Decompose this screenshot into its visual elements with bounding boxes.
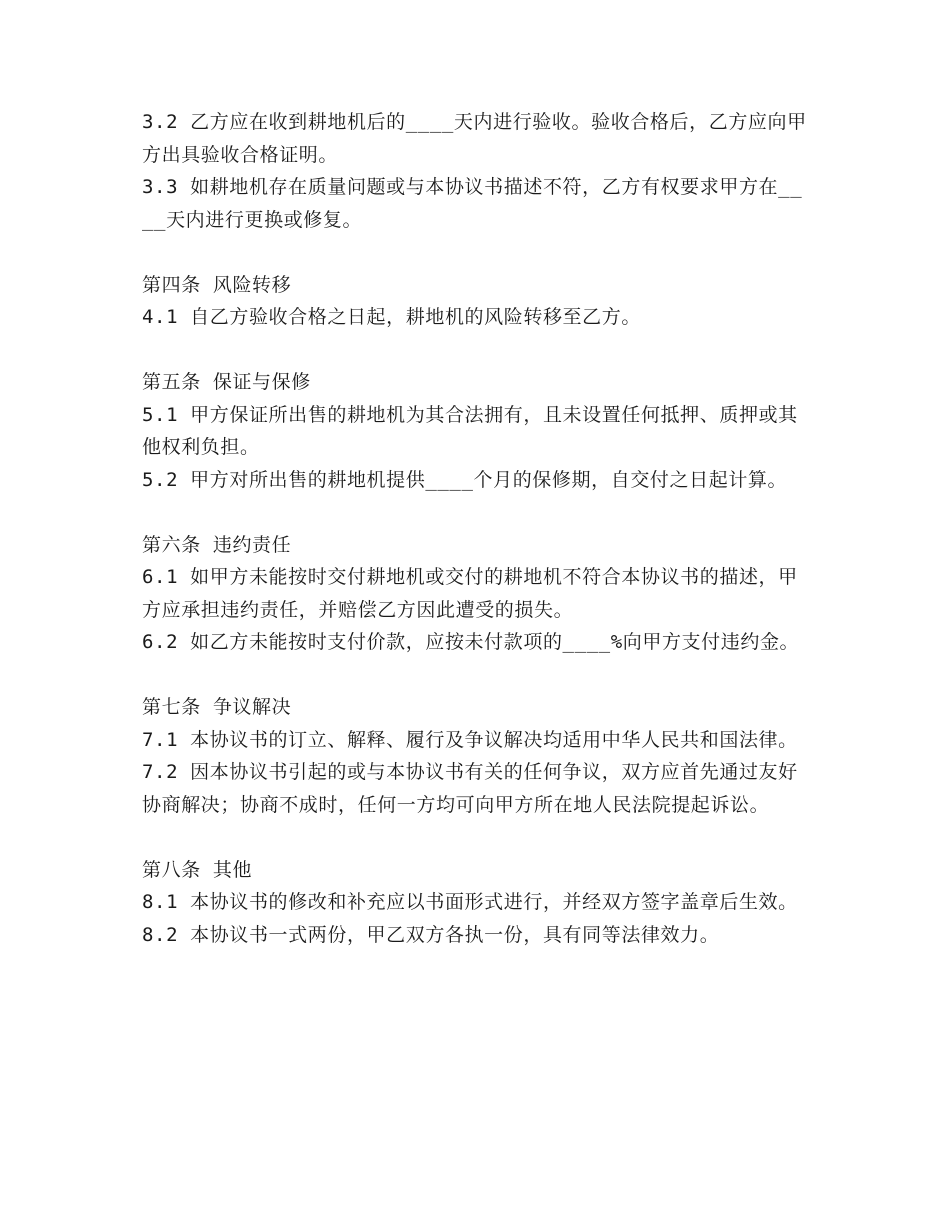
document-body bbox=[142, 106, 810, 951]
clause-7-1: 7.1 本协议书的订立、解释、履行及争议解决均适用中华人民共和国法律。 bbox=[142, 728, 798, 751]
article-8-heading: 第八条 其他 bbox=[142, 858, 253, 881]
clause-5-2: 5.2 甲方对所出售的耕地机提供____个月的保修期，自交付之日起计算。 bbox=[142, 468, 788, 491]
clause-4-1: 4.1 自乙方验收合格之日起，耕地机的风险转移至乙方。 bbox=[142, 306, 641, 328]
clause-6-1: 6.1 如甲方未能按时交付耕地机或交付的耕地机不符合本协议书的描述，甲方应承担违约责任，并赔偿乙方因此遭受的损失。 bbox=[142, 566, 798, 621]
spacer bbox=[142, 236, 810, 269]
spacer bbox=[142, 496, 810, 529]
spacer bbox=[142, 821, 810, 854]
clause-5-1: 5.1 甲方保证所出售的耕地机为其合法拥有，且未设置任何抵押、质押或其他权利负担。 bbox=[142, 403, 798, 458]
clause-8-1: 8.1 本协议书的修改和补充应以书面形式进行，并经双方签字盖章后生效。 bbox=[142, 891, 798, 913]
article-4-heading: 第四条 风险转移 bbox=[142, 273, 292, 296]
spacer bbox=[142, 334, 810, 367]
clause-3-2: 3.2 乙方应在收到耕地机后的____天内进行验收。验收合格后，乙方应向甲方出具验收合格证明。 bbox=[142, 111, 807, 166]
clause-3-3: 3.3 如耕地机存在质量问题或与本协议书描述不符，乙方有权要求甲方在____天内进行更换或修复。 bbox=[142, 176, 803, 231]
clause-6-2: 6.2 如乙方未能按时支付价款，应按未付款项的____%向甲方支付违约金。 bbox=[142, 631, 800, 653]
article-7-heading: 第七条 争议解决 bbox=[142, 696, 292, 718]
clause-8-2: 8.2 本协议书一式两份，甲乙双方各执一份，具有同等法律效力。 bbox=[142, 923, 720, 946]
article-6-heading: 第六条 违约责任 bbox=[142, 533, 292, 556]
spacer bbox=[142, 659, 810, 692]
article-5-heading: 第五条 保证与保修 bbox=[142, 371, 311, 393]
clause-7-2: 7.2 因本协议书引起的或与本协议书有关的任何争议，双方应首先通过友好协商解决；协商不成时，任何一方均可向甲方所在地人民法院提起诉讼。 bbox=[142, 761, 798, 816]
